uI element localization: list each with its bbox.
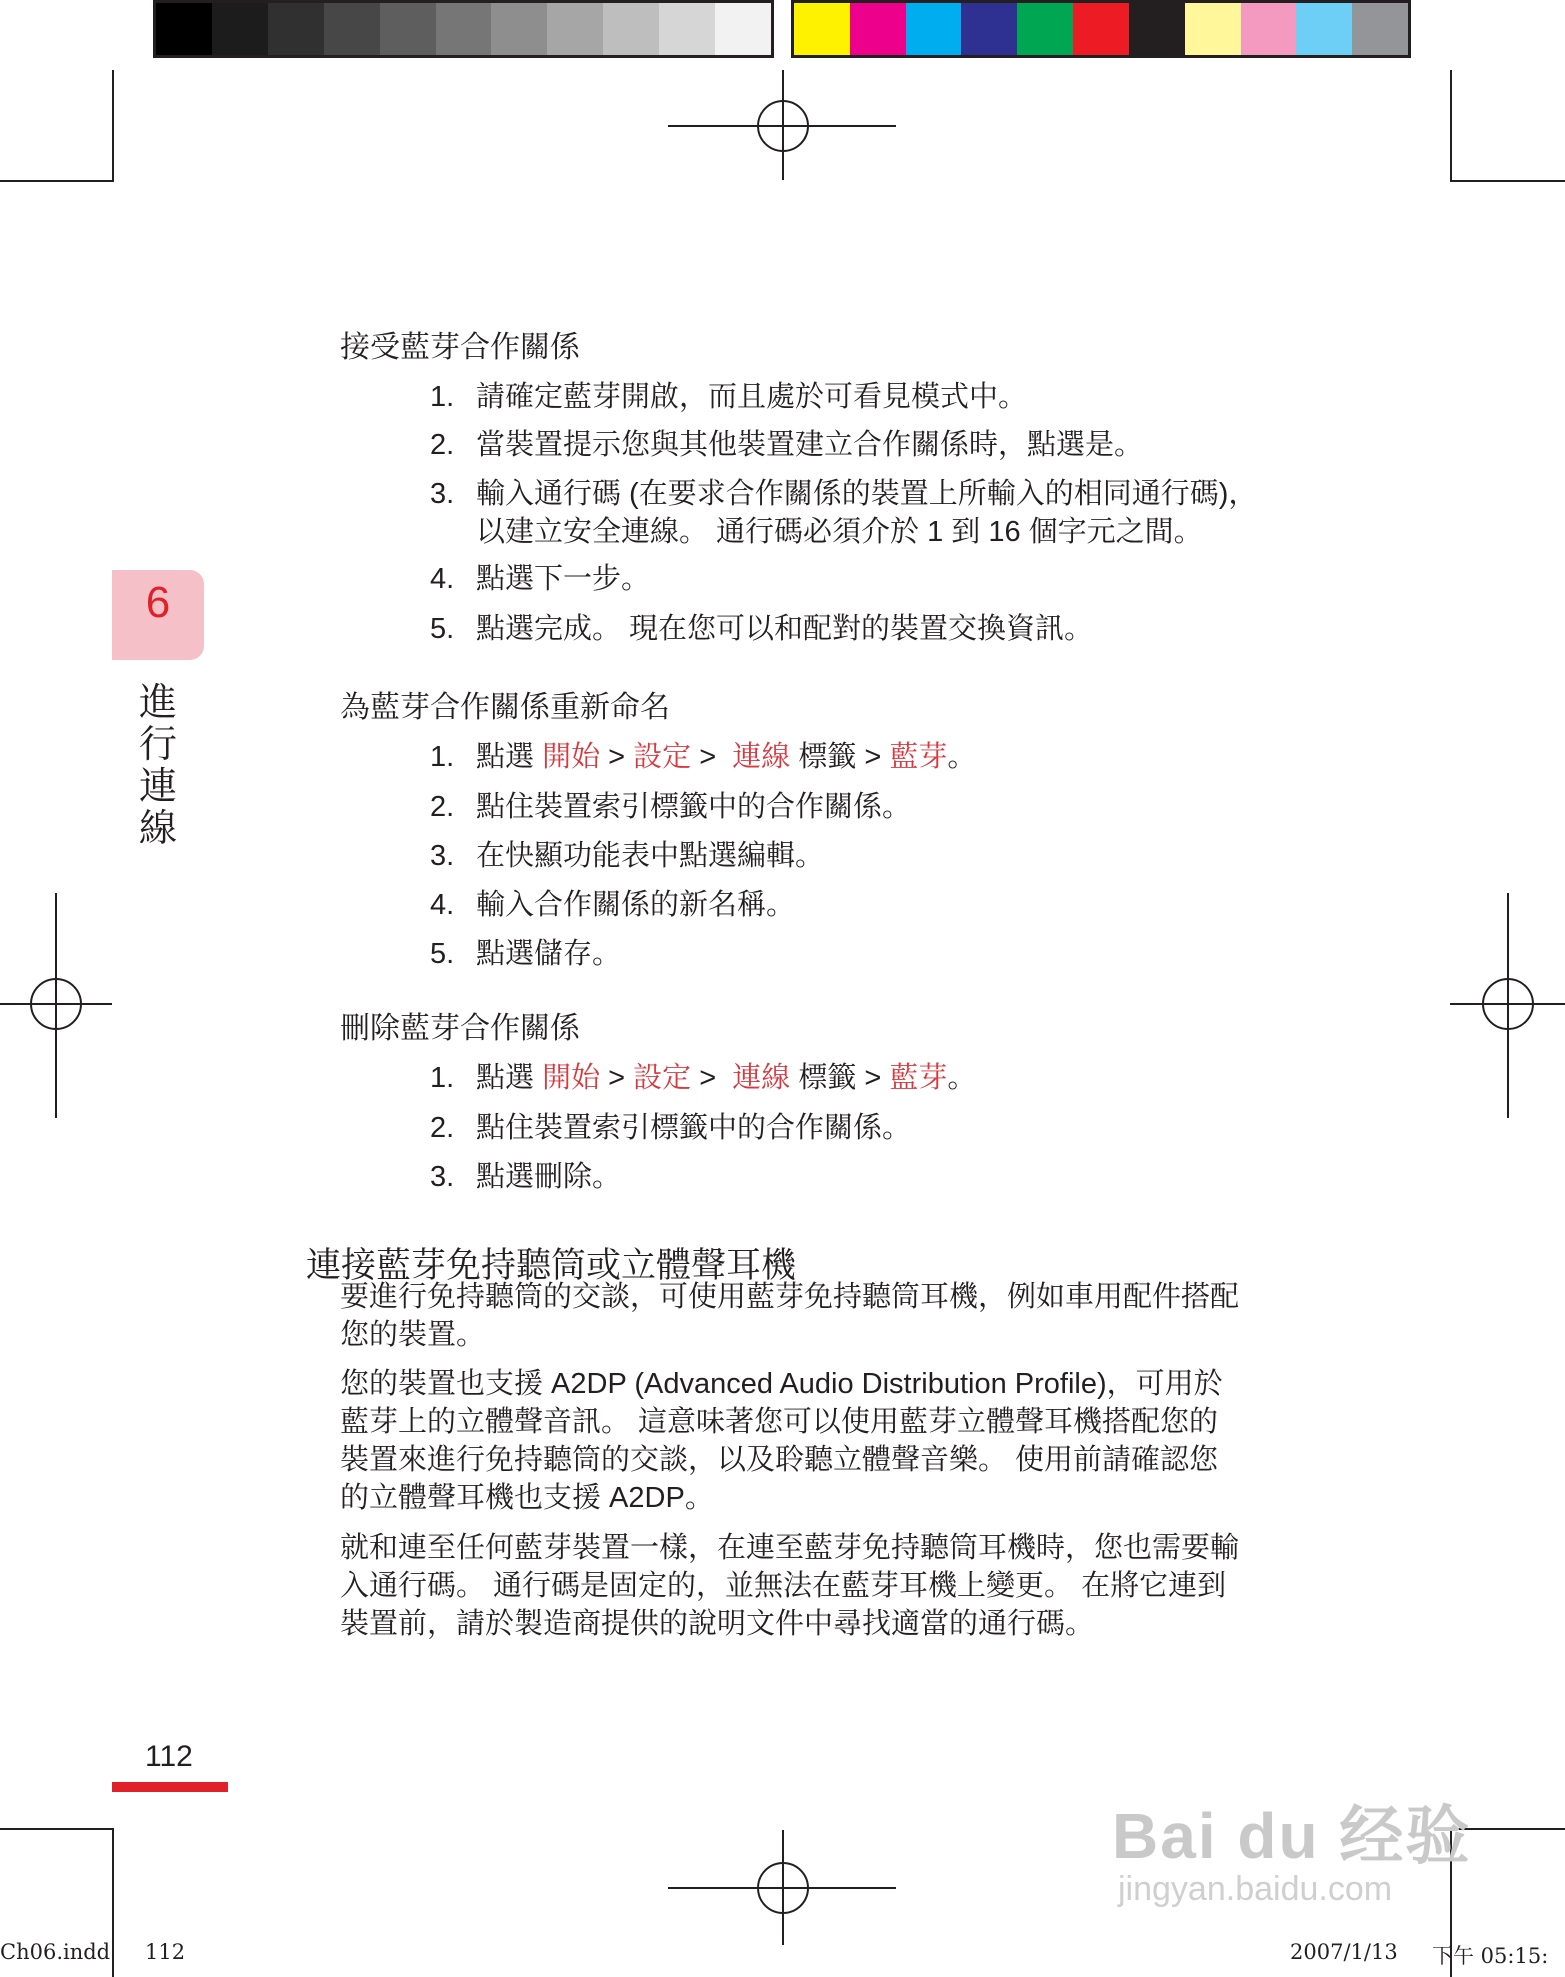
step-number: 4. [430, 563, 455, 595]
color-swatch [268, 3, 324, 55]
step-number: 3. [430, 840, 455, 872]
step-item [430, 610, 1093, 648]
color-swatch [1185, 3, 1241, 55]
body-paragraph [340, 1365, 1340, 1517]
step-text [476, 738, 976, 776]
chapter-number: 6 [145, 578, 171, 627]
paragraph-line: 您的裝置也支援 A2DP (Advanced Audio Distribution Profile)，可用於 [340, 1368, 1223, 1400]
step-text-part: > [600, 1062, 634, 1094]
menu-path-item: 藍芽 [889, 741, 948, 773]
paragraph-line: 藍芽上的立體聲音訊。 這意味著您可以使用藍芽立體聲耳機搭配您的 [340, 1406, 1219, 1438]
paragraph-line: 入通行碼。 通行碼是固定的，並無法在藍芽耳機上變更。 在將它連到 [340, 1570, 1227, 1602]
step-text [476, 1158, 621, 1196]
chapter-title-char: 線 [138, 808, 177, 850]
step-text-part: 請確定藍芽開啟，而且處於可看見模式中。 [476, 381, 1028, 413]
color-swatch [1241, 3, 1297, 55]
step-item [430, 1109, 911, 1147]
step-number: 1. [430, 381, 455, 413]
step-item [430, 475, 1257, 551]
paragraph-line: 裝置前，請於製造商提供的說明文件中尋找適當的通行碼。 [340, 1608, 1095, 1640]
color-swatch [547, 3, 603, 55]
step-text-part: 點選刪除。 [476, 1161, 622, 1193]
crop-mark [112, 70, 114, 182]
step-text [476, 610, 1093, 648]
menu-path-item: 藍芽 [889, 1062, 948, 1094]
color-swatch [961, 3, 1017, 55]
color-swatch [1129, 3, 1185, 55]
major-heading: 連接藍芽免持聽筒或立體聲耳機 [306, 1246, 797, 1285]
step-text-part: 點選 [476, 1062, 543, 1094]
page-number: 112 [145, 1740, 193, 1773]
chapter-title [136, 682, 180, 850]
step-text-part: > [691, 741, 733, 773]
step-text-part: 點選儲存。 [476, 938, 622, 970]
color-swatch [1296, 3, 1352, 55]
paragraph-line: 的立體聲耳機也支援 A2DP。 [340, 1482, 714, 1514]
footer-page: 112 [145, 1940, 186, 1964]
step-number: 1. [430, 741, 455, 773]
step-item [430, 1158, 621, 1196]
footer-date: 2007/1/13 [1290, 1940, 1398, 1964]
step-item [430, 935, 621, 973]
step-text-part: 標籤 > [790, 1062, 890, 1094]
step-text-part: 。 [947, 1062, 977, 1094]
step-number: 4. [430, 889, 455, 921]
chapter-title-char: 行 [138, 724, 177, 766]
menu-path-item: 設定 [633, 1062, 692, 1094]
crop-mark [0, 1828, 114, 1830]
step-item [430, 738, 976, 776]
color-swatch [156, 3, 212, 55]
step-text [476, 426, 1143, 464]
step-text [476, 1109, 911, 1147]
watermark-url: jingyan.baidu.com [1118, 1870, 1393, 1908]
section-heading: 接受藍芽合作關係 [340, 331, 580, 364]
step-text-part: 點選完成。 現在您可以和配對的裝置交換資訊。 [476, 613, 1094, 645]
step-text [476, 837, 824, 875]
color-swatch [436, 3, 492, 55]
step-text [476, 935, 621, 973]
paragraph-line: 您的裝置。 [340, 1319, 486, 1351]
crop-mark [1450, 180, 1565, 182]
color-swatch [715, 3, 771, 55]
color-swatch [491, 3, 547, 55]
step-item [430, 426, 1143, 464]
step-text-part: 。 [947, 741, 977, 773]
color-swatch [380, 3, 436, 55]
step-item [430, 1059, 976, 1097]
crop-mark [112, 1828, 114, 1977]
step-number: 2. [430, 791, 455, 823]
step-text-part: 點住裝置索引標籤中的合作關係。 [476, 791, 912, 823]
crop-mark [0, 180, 114, 182]
step-number: 3. [430, 1161, 455, 1193]
body-paragraph [340, 1278, 1340, 1354]
paragraph-line: 要進行免持聽筒的交談，可使用藍芽免持聽筒耳機，例如車用配件搭配 [340, 1281, 1240, 1313]
menu-path-item: 設定 [633, 741, 692, 773]
step-text-part: 點選下一步。 [476, 563, 651, 595]
paragraph-line: 就和連至任何藍芽裝置一樣，在連至藍芽免持聽筒耳機時，您也需要輸 [340, 1532, 1240, 1564]
color-swatch [850, 3, 906, 55]
menu-path-item: 連線 [732, 1062, 791, 1094]
step-item [430, 788, 911, 826]
step-text-part: 標籤 > [790, 741, 890, 773]
step-text-part: 當裝置提示您與其他裝置建立合作關係時，點選是。 [476, 429, 1144, 461]
step-text-part: 在快顯功能表中點選編輯。 [476, 840, 825, 872]
step-text-part: 輸入通行碼 (在要求合作關係的裝置上所輸入的相同通行碼)， [476, 478, 1258, 510]
color-swatch [906, 3, 962, 55]
color-swatch [659, 3, 715, 55]
step-number: 5. [430, 613, 455, 645]
color-swatch [603, 3, 659, 55]
menu-path-item: 開始 [542, 741, 601, 773]
step-text [476, 1059, 976, 1097]
section-heading: 為藍芽合作關係重新命名 [340, 691, 670, 724]
color-swatch [1352, 3, 1408, 55]
step-text-part: > [600, 741, 634, 773]
chapter-title-char: 進 [138, 682, 177, 724]
step-number: 2. [430, 1112, 455, 1144]
step-text [476, 560, 650, 598]
step-item [430, 560, 650, 598]
footer-file: Ch06.indd [0, 1940, 111, 1964]
section-heading: 刪除藍芽合作關係 [340, 1012, 580, 1045]
step-text-part: 點選 [476, 741, 543, 773]
step-text-part: > [691, 1062, 733, 1094]
step-text [476, 886, 795, 924]
body-paragraph [340, 1529, 1340, 1643]
step-text [476, 475, 1257, 551]
chapter-title-char: 連 [138, 766, 177, 808]
step-number: 5. [430, 938, 455, 970]
color-swatch [324, 3, 380, 55]
color-swatch [212, 3, 268, 55]
step-text-line: 以建立安全連線。 通行碼必須介於 1 到 16 個字元之間。 [476, 516, 1203, 548]
step-text [476, 378, 1027, 416]
step-text-part: 點住裝置索引標籤中的合作關係。 [476, 1112, 912, 1144]
watermark-logo: Bai du 经验 [1112, 1800, 1472, 1872]
step-number: 1. [430, 1062, 455, 1094]
color-swatch [794, 3, 850, 55]
page-number-bar [112, 1782, 228, 1792]
color-swatch [1073, 3, 1129, 55]
step-number: 3. [430, 478, 455, 510]
step-text [476, 788, 911, 826]
step-item [430, 378, 1027, 416]
footer-time: 下午 05:15: [1432, 1944, 1549, 1968]
color-calibration-bar [791, 0, 1411, 58]
step-number: 2. [430, 429, 455, 461]
crop-mark [1450, 70, 1452, 182]
menu-path-item: 連線 [732, 741, 791, 773]
color-swatch [1017, 3, 1073, 55]
paragraph-line: 裝置來進行免持聽筒的交談，以及聆聽立體聲音樂。 使用前請確認您 [340, 1444, 1219, 1476]
step-text-part: 輸入合作關係的新名稱。 [476, 889, 796, 921]
step-item [430, 837, 824, 875]
step-item [430, 886, 795, 924]
menu-path-item: 開始 [542, 1062, 601, 1094]
grayscale-calibration-bar [153, 0, 774, 58]
